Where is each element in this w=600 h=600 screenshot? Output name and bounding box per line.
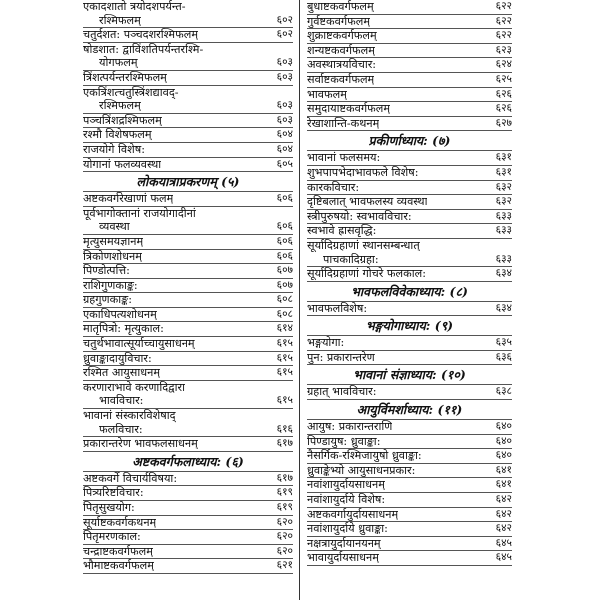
entry-title: स्त्रीपुरुषयो: स्वभावविचार: — [307, 209, 412, 223]
toc-entry — [307, 464, 512, 479]
toc-entry — [307, 435, 512, 450]
entry-title: दृष्टिबलात् भावफलस्य व्यवस्था — [307, 195, 428, 209]
toc-entry — [307, 166, 512, 181]
toc-entry — [307, 224, 512, 239]
entry-title: चन्द्राष्टकवर्गफलम् — [83, 544, 153, 558]
page-number: ६०८ — [276, 307, 293, 320]
toc-entry — [83, 516, 293, 531]
page-number: ६४१ — [495, 478, 512, 491]
entry-title: सर्वाष्टकवर्गफलम् — [307, 72, 375, 86]
page-number: ६३१ — [495, 151, 512, 164]
toc-entry — [307, 336, 512, 351]
page-number: ६३८ — [495, 385, 512, 398]
toc-entry — [83, 501, 293, 516]
entry-title: त्रिंशत्पर्यन्तरश्मिफलम् — [83, 70, 167, 84]
entry-title: ध्रुवाङ्कादायुविचार: — [83, 351, 152, 365]
toc-entry — [83, 308, 293, 323]
toc-entry — [83, 14, 293, 29]
toc-entry — [83, 437, 293, 452]
toc-entry — [307, 508, 512, 523]
toc-entry — [307, 195, 512, 210]
toc-entry — [83, 322, 293, 337]
toc-entry — [307, 537, 512, 552]
entry-title: व्यवस्था — [99, 220, 130, 234]
toc-entry — [307, 267, 512, 282]
entry-title: अवस्थात्रयविचार: — [307, 58, 377, 72]
entry-title: षोडशात: द्वाविंशतिपर्यन्तरश्मि- — [83, 42, 204, 56]
page-number: ६०४ — [276, 142, 293, 155]
page-number: ६०४ — [276, 128, 293, 141]
entry-title: ग्रहात् भावविचार: — [307, 385, 377, 399]
page-number: ६०७ — [276, 264, 293, 277]
toc-entry — [83, 99, 293, 114]
entry-title: नवांशायुर्दाये ध्रुवाङ्का: — [307, 522, 388, 536]
toc-entry — [83, 0, 293, 14]
page-number: ६३४ — [495, 301, 512, 314]
left-column — [83, 0, 293, 574]
entry-title: नवांशायुर्दायसाधनम् — [307, 478, 385, 492]
page-number: ६२६ — [495, 87, 512, 100]
entry-title: रेखाशान्ति-कथनम् — [307, 116, 380, 130]
toc-entry — [83, 366, 293, 381]
page-number: ६४५ — [495, 536, 512, 549]
entry-title: पितृसुखयोग: — [83, 501, 135, 514]
toc-entry — [83, 71, 293, 86]
entry-title: भावायुर्दायसाधनम् — [307, 551, 379, 565]
page-number: ६१७ — [276, 471, 293, 484]
entry-title: रश्मिफलम् — [99, 99, 141, 113]
entry-title: नक्षत्रायुर्दायानयनम् — [307, 536, 381, 550]
entry-title: रश्मिफलम् — [99, 13, 141, 27]
page-number: ६०६ — [276, 220, 293, 233]
page-number: ६१७ — [276, 437, 293, 450]
page-number: ६१५ — [276, 366, 293, 379]
toc-entry — [83, 394, 293, 409]
page-number: ६०३ — [276, 99, 293, 112]
column-divider — [299, 0, 300, 600]
page-number: ६२० — [276, 515, 293, 528]
entry-title: भौमाष्टकवर्गफलम् — [83, 559, 154, 573]
toc-entry — [307, 0, 512, 15]
chapter-heading: प्रकीर्णाध्याय: (७) — [307, 131, 512, 151]
chapter-heading: भावानां संज्ञाध्याय: (१०) — [307, 365, 512, 385]
page-number: ६३३ — [495, 209, 512, 222]
entry-title: भावानां संस्कारविशेषाद् — [83, 409, 176, 423]
entry-title: कारकविचार: — [307, 180, 360, 194]
page-number: ६४५ — [495, 551, 512, 564]
toc-entry — [83, 207, 293, 221]
page-number: ६२६ — [495, 102, 512, 115]
toc-entry — [83, 128, 293, 143]
page-number: ६०६ — [276, 249, 293, 262]
entry-title: समुदायाष्टकवर्गफलम् — [307, 102, 391, 116]
entry-title: मृत्युसमयज्ञानम् — [83, 234, 144, 248]
entry-title: भावविचार: — [99, 394, 144, 408]
page-number: ६२३ — [495, 43, 512, 56]
toc-entry — [307, 151, 512, 166]
page-number: ६३४ — [495, 267, 512, 280]
toc-entry — [83, 158, 293, 173]
entry-title: ध्रुवाङ्केभ्यो आयुसाधनप्रकार: — [307, 463, 416, 477]
page-number: ६०३ — [276, 113, 293, 126]
page-number: ६०२ — [276, 28, 293, 41]
toc-entry — [83, 28, 293, 43]
chapter-heading: अष्टकवर्गफलाध्याय: (६) — [83, 452, 293, 472]
page-number: ६३३ — [495, 224, 512, 237]
page-number: ६०३ — [276, 70, 293, 83]
entry-title: योगानां फलव्यवस्था — [83, 157, 162, 171]
toc-entry — [307, 117, 512, 132]
entry-title: सूर्यादिग्रहाणां स्थानसम्बन्धात् — [307, 238, 420, 252]
entry-title: राशिगुणकाङ्क: — [83, 278, 138, 292]
entry-title: ग्रहगुणकाङ्क: — [83, 293, 132, 307]
entry-title: सूर्यादिग्रहाणां गोचरे फलकाल: — [307, 267, 426, 281]
toc-entry — [307, 385, 512, 400]
page-number: ६२५ — [495, 72, 512, 85]
toc-entry — [83, 264, 293, 279]
entry-title: अष्टकवर्गे विचार्यविषया: — [83, 471, 178, 485]
page-number: ६४० — [495, 420, 512, 433]
page-number: ६३५ — [495, 336, 512, 349]
toc-entry — [83, 352, 293, 367]
toc-entry — [83, 293, 293, 308]
entry-title: चतुर्दशत: पञ्चदशरश्मिफलम् — [83, 28, 199, 42]
page-number: ६०८ — [276, 293, 293, 306]
chapter-heading: लोकयात्राप्रकरणम् (५) — [83, 172, 293, 192]
entry-title: नवांशायुर्दाये विशेष: — [307, 493, 386, 507]
entry-title: रश्मित आयुसाधनम् — [83, 366, 161, 380]
entry-title: प्रकारान्तरेण भावफलसाधनम् — [83, 437, 198, 451]
page-number: ६३३ — [495, 252, 512, 265]
page-number: ६१५ — [276, 337, 293, 350]
page-number: ६१५ — [276, 394, 293, 407]
toc-entry — [307, 239, 512, 253]
toc-entry — [83, 530, 293, 545]
page-number: ६१९ — [276, 486, 293, 499]
toc-entry — [307, 44, 512, 59]
toc-entry — [307, 351, 512, 366]
toc-entry — [307, 102, 512, 117]
entry-title: पिण्डायुष: ध्रुवाङ्का: — [307, 434, 381, 448]
entry-title: शुक्राष्टकवर्गफलम् — [307, 29, 377, 43]
chapter-heading: आयुर्विमर्शाध्याय: (११) — [307, 400, 512, 420]
toc-entry — [83, 381, 293, 395]
page-number: ६४२ — [495, 493, 512, 506]
entry-title: पाचकादिग्रहा: — [323, 252, 379, 266]
entry-title: पूर्वभागोक्तानां राजयोगादीनां — [83, 206, 196, 220]
toc-entry — [307, 493, 512, 508]
page-number: ६४१ — [495, 463, 512, 476]
entry-title: चतुर्थभावात्सूर्याच्चायुसाधनम् — [83, 337, 195, 351]
entry-title: गुर्वष्टकवर्गफलम् — [307, 14, 371, 28]
toc-entry — [83, 250, 293, 265]
toc-entry — [83, 192, 293, 207]
entry-title: मातृपित्रो: मृत्युकाल: — [83, 322, 164, 336]
page-number: ६२२ — [495, 0, 512, 12]
entry-title: शुभपापभेदाभावफले विशेष: — [307, 165, 419, 179]
page-number: ६०५ — [276, 157, 293, 170]
toc-entry — [83, 337, 293, 352]
page-number: ६१५ — [276, 351, 293, 364]
page-number: ६४० — [495, 449, 512, 462]
entry-title: योगफलम् — [99, 56, 138, 70]
entry-title: पुन: प्रकारान्तरेण — [307, 350, 375, 364]
entry-title: पितृमरणकाल: — [83, 530, 141, 544]
page-number: ६०६ — [276, 234, 293, 247]
entry-title: पञ्चत्रिंशद्रश्मिफलम् — [83, 113, 162, 127]
entry-title: फलविचार: — [99, 422, 143, 436]
page-number: ६४० — [495, 434, 512, 447]
page-number: ६२२ — [495, 29, 512, 42]
toc-entry — [307, 210, 512, 225]
entry-title: स्वभावे ह्रासवृद्धि: — [307, 224, 377, 238]
page-number: ६३२ — [495, 180, 512, 193]
entry-title: आयुष: प्रकारान्तराणि — [307, 420, 393, 434]
entry-title: अष्टकवर्गायुर्दायसाधनम् — [307, 507, 399, 521]
toc-entry — [83, 43, 293, 57]
toc-entry — [83, 279, 293, 294]
page-number: ६१९ — [276, 501, 293, 513]
toc-entry — [307, 478, 512, 493]
toc-entry — [83, 235, 293, 250]
entry-title: भावानां फलसमय: — [307, 151, 381, 165]
entry-title: रश्मौ विशेषफलम् — [83, 128, 152, 142]
entry-title: एकादशातो त्रयोदशपर्यन्त- — [83, 0, 186, 13]
entry-title: भावफलम् — [307, 87, 347, 101]
toc-entry — [307, 29, 512, 44]
page-number: ६२७ — [495, 116, 512, 129]
entry-title: नैसर्गिक-रश्मिजायुषो ध्रुवाङ्का: — [307, 449, 422, 463]
toc-entry — [83, 143, 293, 158]
entry-title: शन्यष्टकवर्गफलम् — [307, 43, 375, 57]
chapter-heading: भङ्गयोगाध्याय: (९) — [307, 316, 512, 336]
toc-entry — [83, 423, 293, 438]
right-column — [307, 0, 512, 566]
page-number: ६०७ — [276, 278, 293, 291]
page-number: ६०२ — [276, 13, 293, 26]
entry-title: पिण्डोत्पत्ति: — [83, 264, 130, 278]
toc-entry — [83, 559, 293, 574]
page-number: ६३१ — [495, 165, 512, 178]
entry-title: सूर्याष्टकवर्गकथनम् — [83, 515, 157, 529]
toc-entry — [307, 253, 512, 268]
page-number: ६२२ — [495, 14, 512, 27]
toc-entry — [307, 522, 512, 537]
toc-entry — [307, 73, 512, 88]
entry-title: एकत्रिंशत्चतुस्त्रिंशद्यावद्- — [83, 85, 179, 99]
toc-entry — [83, 409, 293, 423]
page-number: ६३२ — [495, 195, 512, 208]
toc-entry — [83, 472, 293, 487]
page-number: ६२० — [276, 544, 293, 557]
page-number: ६२१ — [276, 559, 293, 572]
entry-title: करणाराभावे करणादिद्वारा — [83, 380, 185, 394]
chapter-heading: भावफलविवेकाध्याय: (८) — [307, 282, 512, 302]
page-number: ६०३ — [276, 56, 293, 69]
toc-entry — [83, 114, 293, 129]
entry-title: बुधाष्टकवर्गफलम् — [307, 0, 374, 13]
toc-entry — [307, 15, 512, 30]
entry-title: अष्टकवर्गरेखाणां फलम् — [83, 192, 174, 206]
toc-entry — [83, 545, 293, 560]
page-number: ६१४ — [276, 322, 293, 335]
toc-entry — [307, 449, 512, 464]
page-number: ६४२ — [495, 522, 512, 535]
entry-title: भावफलविशेष: — [307, 301, 368, 315]
page-number: ६४२ — [495, 507, 512, 520]
toc-entry — [307, 551, 512, 566]
toc-entry — [83, 86, 293, 100]
toc-entry — [307, 420, 512, 435]
entry-title: एकाधिपत्यशोधनम् — [83, 307, 157, 321]
entry-title: राजयोगे विशेष: — [83, 142, 145, 156]
entry-title: भङ्गयोगा: — [307, 336, 345, 350]
entry-title: पित्र्यरिष्टविचार: — [83, 486, 144, 500]
toc-entry — [307, 88, 512, 103]
toc-entry — [83, 220, 293, 235]
page-number: ६१६ — [276, 422, 293, 435]
page-number: ६२० — [276, 530, 293, 543]
toc-entry — [307, 302, 512, 317]
page-number: ६२४ — [495, 58, 512, 71]
toc-entry — [83, 56, 293, 71]
toc-entry — [307, 181, 512, 196]
page-number: ६०६ — [276, 192, 293, 205]
page-number: ६३६ — [495, 350, 512, 363]
toc-entry — [83, 486, 293, 501]
entry-title: त्रिकोणशोधनम् — [83, 249, 142, 263]
toc-entry — [307, 58, 512, 73]
